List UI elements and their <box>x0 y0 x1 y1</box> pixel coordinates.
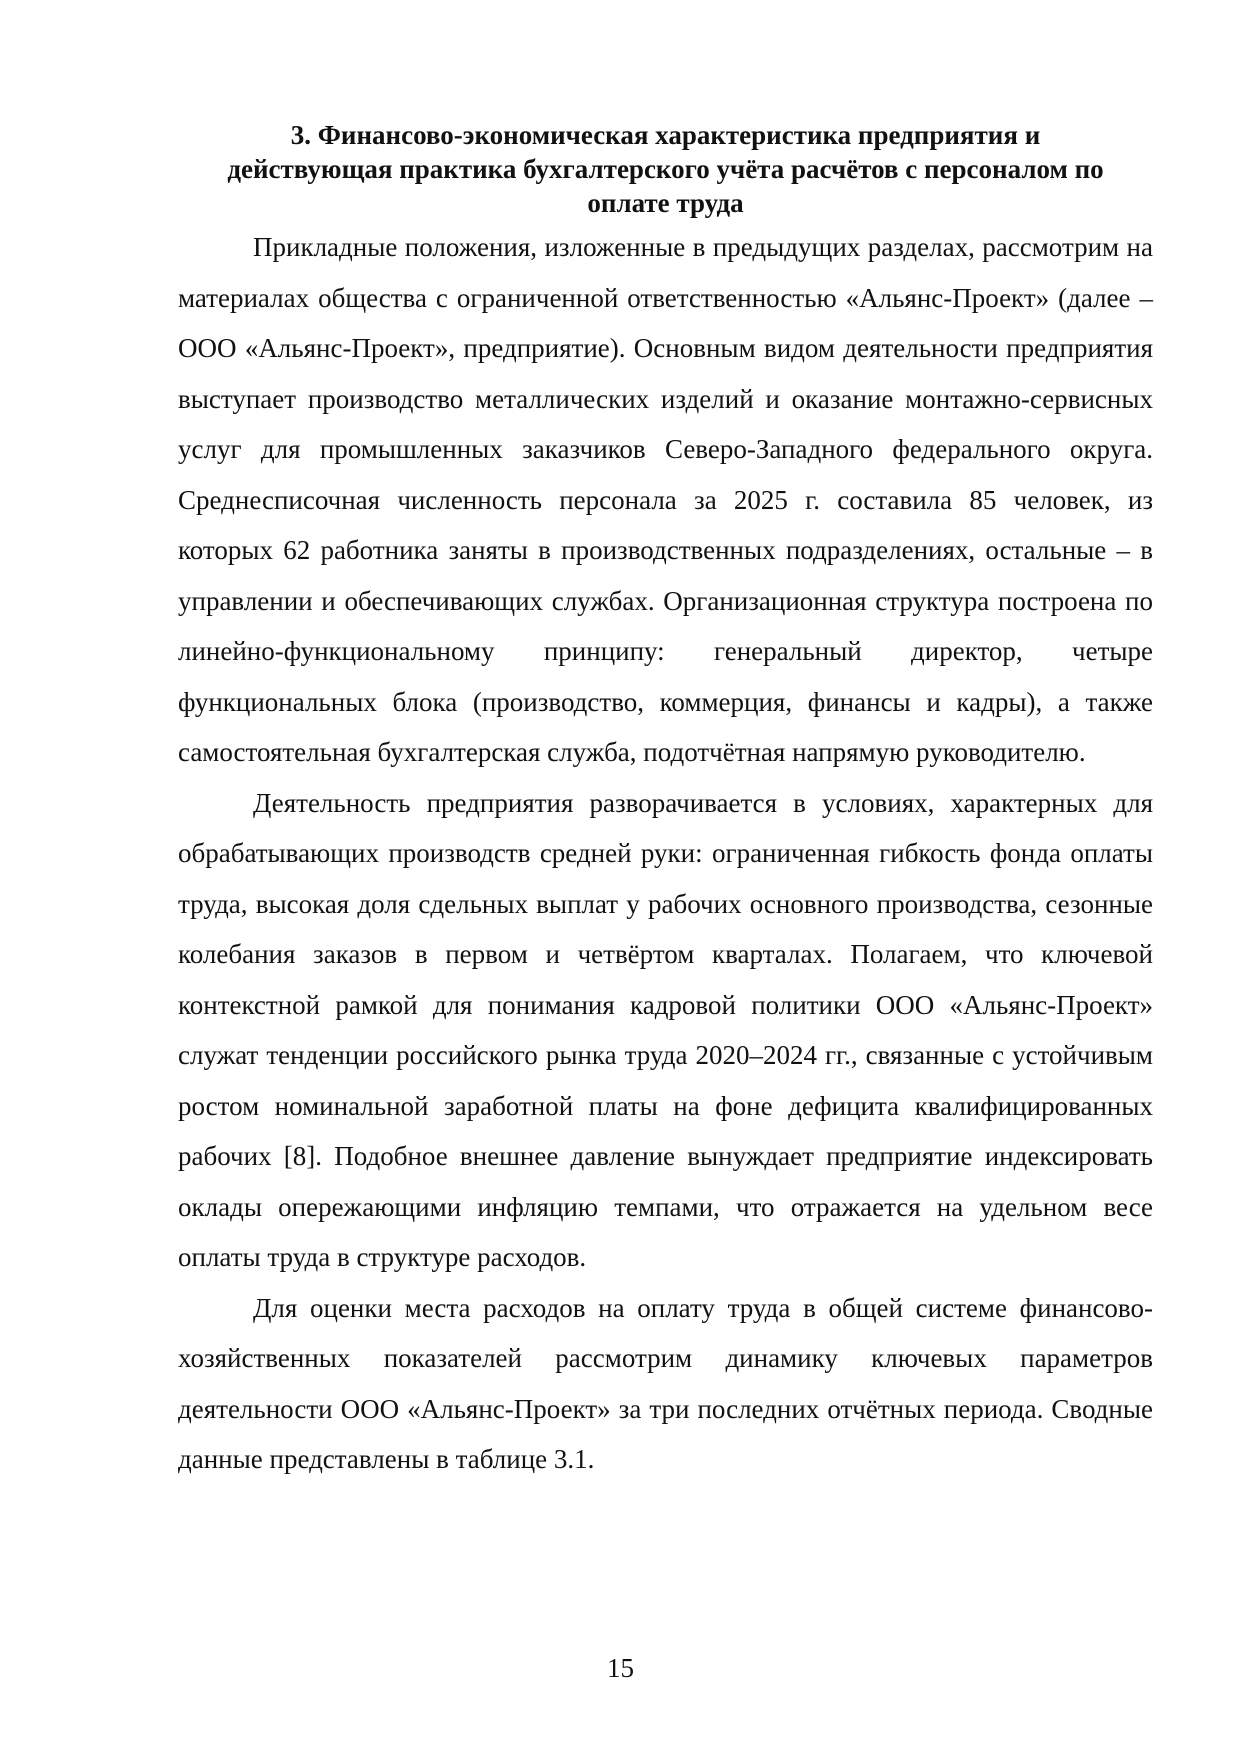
section-heading <box>178 118 1153 220</box>
paragraph-company-overview: Прикладные положения, изложенные в предыдущих разделах, рассмотрим на материалах общества с ограниченной ответственностью «Альянс-Проект» (далее – ООО «Альянс-Проект», предприятие). Основным видом деятельности предприятия выступает производство металлических изделий и оказание монтажно-сервисных услуг для промышленных заказчиков Северо-Западного федерального округа. Среднесписочная численность персонала за 2025 г. составила 85 человек, из которых 62 работника заняты в производственных подразделениях, остальные – в управлении и обеспечивающих службах. Организационная структура построена по линейно-функциональному принципу: генеральный директор, четыре функциональных блока (производство, коммерция, финансы и кадры), а также самостоятельная бухгалтерская служба, подотчётная напрямую руководителю. <box>178 232 1153 767</box>
section-heading-line-2: действующая практика бухгалтерского учёта расчётов с персоналом по <box>227 154 1104 184</box>
section-heading-line-3: оплате труда <box>587 188 744 218</box>
page-number: 15 <box>607 1653 634 1683</box>
document-page <box>178 118 1153 1485</box>
section-heading-line-1: 3. Финансово-экономическая характеристика предприятия и <box>290 120 1041 150</box>
paragraph-operating-context: Деятельность предприятия разворачивается в условиях, характерных для обрабатывающих производств средней руки: ограниченная гибкость фонда оплаты труда, высокая доля сдельных выплат у рабочих основного производства, сезонные колебания заказов в первом и четвёртом кварталах. Полагаем, что ключевой контекстной рамкой для понимания кадровой политики ООО «Альянс-Проект» служат тенденции российского рынка труда 2020–2024 гг., связанные с устойчивым ростом номинальной заработной платы на фоне дефицита квалифицированных рабочих [8]. Подобное внешнее давление вынуждает предприятие индексировать оклады опережающими инфляцию темпами, что отражается на удельном весе оплаты труда в структуре расходов. <box>178 787 1153 1272</box>
paragraph-table-intro: Для оценки места расходов на оплату труда в общей системе финансово-хозяйственных показателей рассмотрим динамику ключевых параметров деятельности ООО «Альянс-Проект» за три последних отчётных периода. Сводные данные представлены в таблице 3.1. <box>178 1292 1153 1474</box>
